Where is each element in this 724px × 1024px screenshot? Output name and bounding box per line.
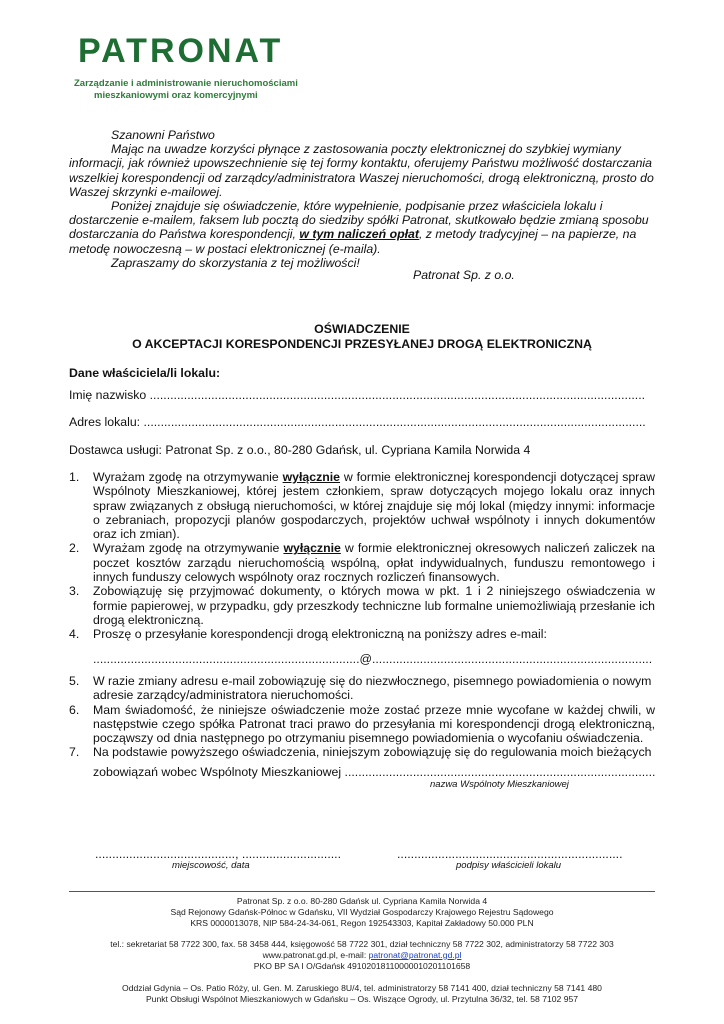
footer-company: [0, 896, 724, 928]
intro-p2-text: Poniżej znajduje się oświadczenie, które wypełnienie, podpisanie przez właściciela lokalu i dostarczenie e-mailem, faksem lub pocztą do siedziby spółki Patronat, skutkowało będzie zmianą sposobu dostarczania do Państwa korespondencji,: [69, 199, 649, 242]
intro-p2-emphasis: w tym naliczeń opłat: [299, 227, 419, 242]
item-1-emphasis: wyłącznie: [282, 470, 341, 484]
item-text: [93, 470, 655, 541]
footer-divider: [69, 891, 655, 892]
declaration-title: OŚWIADCZENIE: [314, 322, 410, 336]
list-item: [69, 703, 655, 746]
list-item: [69, 470, 655, 541]
intro-letter: [69, 128, 657, 270]
footer-address: Patronat Sp. z o.o. 80-280 Gdańsk ul. Cypriana Kamila Norwida 4: [236, 896, 488, 906]
footer-branch-gdynia: Oddział Gdynia – Os. Patio Róży, ul. Gen. M. Zaruskiego 8U/4, tel. administratorzy 58 7141 400, dział techniczny 58 7141 480: [122, 983, 602, 993]
item-number: 7.: [69, 745, 80, 760]
item-number: 3.: [69, 584, 80, 599]
list-item: [69, 541, 655, 584]
logo-tagline-1: Zarządzanie i administrowanie nieruchomościami: [74, 78, 298, 89]
item-number: 5.: [69, 674, 80, 688]
item-text: Na podstawie powyższego oświadczenia, niniejszym zobowiązuję się do regulowania moich bieżących: [93, 745, 652, 760]
item-2-text-end: w formie elektronicznej okresowych naliczeń zaliczek na poczet kosztów zarządu nieruchomością wspólną, opłat indywidualnych, funduszu remontowego i innych funduszy celowych wspólnoty oraz rocznych rozliczeń finansowych.: [93, 541, 656, 585]
footer-court: Sąd Rejonowy Gdańsk-Północ w Gdańsku, VII Wydział Gospodarczy Krajowego Rejestru Sądowego: [170, 906, 554, 917]
provider-info: Dostawca usługi: Patronat Sp. z o.o., 80-280 Gdańsk, ul. Cypriana Kamila Norwida 4: [69, 443, 531, 457]
item-text: W razie zmiany adresu e-mail zobowiązuję się do niezwłocznego, pisemnego powiadomienia o nowym adresie zarządcy/administratora nieruchomości.: [93, 674, 652, 703]
footer-branch-gdansk: Punkt Obsługi Wspólnot Mieszkaniowych w Gdańsku – Os. Wiszące Ogrody, ul. Przytulna 36/32, tel. 58 7102 957: [145, 993, 579, 1004]
item-number: 1.: [69, 470, 80, 484]
intro-signature: Patronat Sp. z o.o.: [413, 268, 515, 282]
item-text: Zobowiązuję się przyjmować dokumenty, o których mowa w pkt. 1 i 2 niniejszego oświadczenia w formie papierowej, w przypadku, gdy przeszkody techniczne lub formalne uniemożliwiają przesłanie ich drogą elektroniczną.: [93, 584, 655, 627]
footer-phones: tel.: sekretariat 58 7722 300, fax. 58 3458 444, księgowość 58 7722 301, dział techniczny 58 7722 302, administratorzy 58 7722 303: [110, 939, 614, 949]
footer-email-link[interactable]: patronat@patronat.gd.pl: [368, 949, 462, 960]
item-text: Mam świadomość, że niniejsze oświadczenie może zostać przeze mnie wycofane w każdej chwili, w następstwie czego spółka Patronat traci prawo do przesyłania mi korespondencji drogą elektroniczną, począwszy od dnia następnego po otrzymaniu pisemnego powiadomienia o wycofaniu oświadczenia.: [93, 702, 655, 746]
name-field[interactable]: Imię nazwisko .................................................................................................................................................: [69, 388, 646, 402]
intro-p2-text-end: , z metody tradycyjnej – na papierze, na metodę nowoczesną – w postaci elektronicznej (e-maila).: [69, 227, 637, 256]
intro-paragraph-1: Mając na uwadze korzyści płynące z zastosowania poczty elektronicznej do szybkiej wymiany informacji, jak również upowszechnienie się tej formy kontaktu, oferujemy Państwu możliwość dostarczania wszelkiej korespondencji od zarządcy/administratora Waszej nieruchomości, drogą elektroniczną, prosto do Waszej skrzynki e-mailowej.: [69, 142, 654, 199]
email-field[interactable]: ..............................................................................@..................................................................................: [93, 652, 653, 666]
owner-heading: Dane właściciela/li lokalu:: [69, 366, 221, 380]
footer-branches: [0, 983, 724, 1005]
item-2-text: Wyrażam zgodę na otrzymywanie: [93, 541, 284, 556]
footer-contact: [0, 939, 724, 971]
item-text: Proszę o przesyłanie korespondencji drogą elektroniczną na poniższy adres e-mail:: [93, 627, 547, 642]
community-name-field[interactable]: zobowiązań wobec Wspólnoty Mieszkaniowej ...........................................................................................: [93, 765, 656, 779]
footer-web-email: [0, 950, 724, 961]
intro-paragraph-2: [69, 199, 657, 256]
community-name-caption: nazwa Wspólnoty Mieszkaniowej: [430, 779, 569, 790]
declaration-subtitle: O AKCEPTACJI KORESPONDENCJI PRZESYŁANEJ DROGĄ ELEKTRONICZNĄ: [132, 337, 592, 351]
list-item: [69, 745, 655, 759]
item-text: [93, 541, 655, 584]
item-1-text: Wyrażam zgodę na otrzymywanie: [93, 470, 283, 484]
logo-tagline-2: mieszkaniowymi oraz komercyjnymi: [94, 90, 258, 101]
list-item: [69, 627, 655, 641]
declaration-list-continued: [69, 674, 655, 760]
address-field[interactable]: Adres lokalu: ...................................................................................................................................................: [69, 415, 646, 429]
item-number: 4.: [69, 627, 80, 642]
owner-signature-field[interactable]: ..................................................................: [397, 847, 623, 861]
footer-registry: KRS 0000013078, NIP 584-24-34-061, Regon 192543303, Kapitał Zakładowy 50.000 PLN: [190, 917, 534, 928]
company-logo: PATRONAT: [78, 32, 284, 70]
item-2-emphasis: wyłącznie: [283, 541, 341, 556]
footer-website: www.patronat.gd.pl, e-mail:: [262, 949, 369, 960]
declaration-list: [69, 470, 655, 642]
item-number: 6.: [69, 702, 80, 717]
owner-signature-caption: podpisy właścicieli lokalu: [456, 860, 562, 871]
intro-paragraph-3: Zapraszamy do skorzystania z tej możliwości!: [111, 255, 360, 270]
greeting: Szanowni Państwo: [111, 128, 215, 142]
list-item: [69, 674, 655, 703]
place-date-field[interactable]: ........................................., .............................: [95, 847, 341, 861]
list-item: [69, 584, 655, 627]
item-number: 2.: [69, 541, 80, 556]
place-date-caption: miejscowość, data: [172, 860, 250, 871]
item-1-text-end: w formie elektronicznej korespondencji dotyczącej spraw Wspólnoty Mieszkaniowej, której jestem członkiem, spraw dotyczących mojego lokalu oraz innych spraw związanych z obsługą nieruchomości, w której znajduje się mój lokal (między innymi: informacje o zebraniach, propozycji planów gospodarczych, projektów uchwał wspólnoty i innych dokumentów oraz ich zmian).: [93, 470, 655, 542]
footer-bank: PKO BP SA I O/Gdańsk 49102018110000010201101658: [253, 960, 471, 971]
